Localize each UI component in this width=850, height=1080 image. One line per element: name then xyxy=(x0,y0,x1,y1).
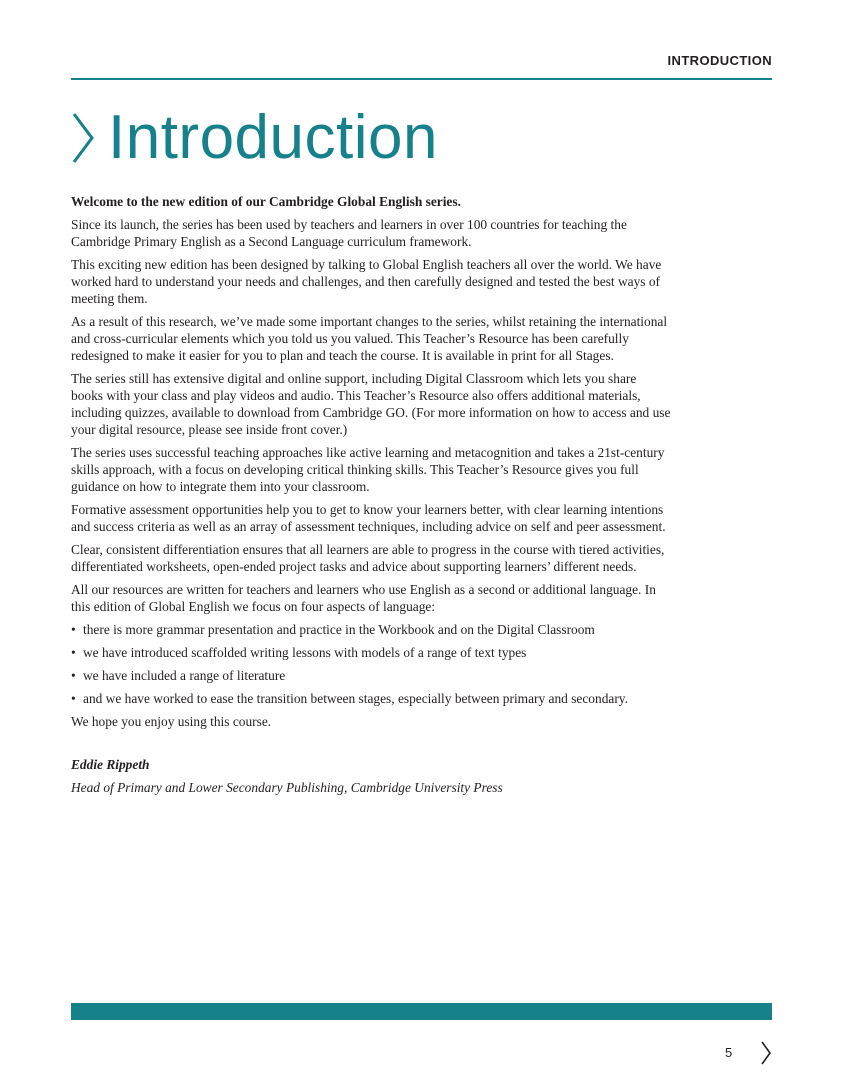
closing-paragraph: We hope you enjoy using this course. xyxy=(71,714,272,729)
header-rule xyxy=(71,78,772,80)
body-paragraph: Clear, consistent differentiation ensures that all learners are able to progress in the course with tiered activities, differentiated worksheets, open-ended project tasks and advice about supporting learners’ different needs. xyxy=(71,542,665,574)
signature-role: Head of Primary and Lower Secondary Publishing, Cambridge University Press xyxy=(71,780,503,795)
body-paragraph: Formative assessment opportunities help you to get to know your learners better, with clear learning intentions and success criteria as well as an array of assessment techniques, including advice on self and peer assessment. xyxy=(71,502,666,534)
aspects-list xyxy=(71,621,671,707)
body-paragraph: Since its launch, the series has been used by teachers and learners in over 100 countries for teaching the Cambridge Primary English as a Second Language curriculum framework. xyxy=(71,217,627,249)
body-paragraph: The series uses successful teaching approaches like active learning and metacognition and takes a 21st-century skills approach, with a focus on developing critical thinking skills. This Teacher’s Resource gives you full guidance on how to integrate them into your classroom. xyxy=(71,445,665,494)
list-item: • there is more grammar presentation and practice in the Workbook and on the Digital Classroom xyxy=(71,621,671,638)
chevron-right-icon[interactable] xyxy=(760,1040,772,1066)
list-item: • we have included a range of literature xyxy=(71,667,671,684)
footer-bar xyxy=(71,1003,772,1020)
body-paragraph: All our resources are written for teachers and learners who use English as a second or additional language. In this edition of Global English we focus on four aspects of language: xyxy=(71,582,656,614)
chevron-right-icon xyxy=(70,108,96,168)
introduction-body xyxy=(71,193,671,796)
list-item: • and we have worked to ease the transition between stages, especially between primary and secondary. xyxy=(71,690,671,707)
body-paragraph: This exciting new edition has been designed by talking to Global English teachers all over the world. We have worked hard to understand your needs and challenges, and then carefully designed and tested the best ways of meeting them. xyxy=(71,257,662,306)
running-head: INTRODUCTION xyxy=(667,53,772,68)
title-block xyxy=(70,100,438,176)
signature-name: Eddie Rippeth xyxy=(71,757,150,772)
body-paragraph: The series still has extensive digital and online support, including Digital Classroom which lets you share books with your class and play videos and audio. This Teacher’s Resource also offers additional materials, including quizzes, available to download from Cambridge GO. (For more information on how to access and use your digital resource, please see inside front cover.) xyxy=(71,371,671,437)
lead-paragraph: Welcome to the new edition of our Cambridge Global English series. xyxy=(71,194,461,209)
list-item: • we have introduced scaffolded writing lessons with models of a range of text types xyxy=(71,644,671,661)
body-paragraph: As a result of this research, we’ve made some important changes to the series, whilst retaining the international and cross-curricular elements which you told us you valued. This Teacher’s Resource has been carefully redesigned to make it easier for you to plan and teach the course. It is available in print for all Stages. xyxy=(71,314,668,363)
page-number: 5 xyxy=(725,1045,733,1060)
page-title: Introduction xyxy=(108,103,438,172)
